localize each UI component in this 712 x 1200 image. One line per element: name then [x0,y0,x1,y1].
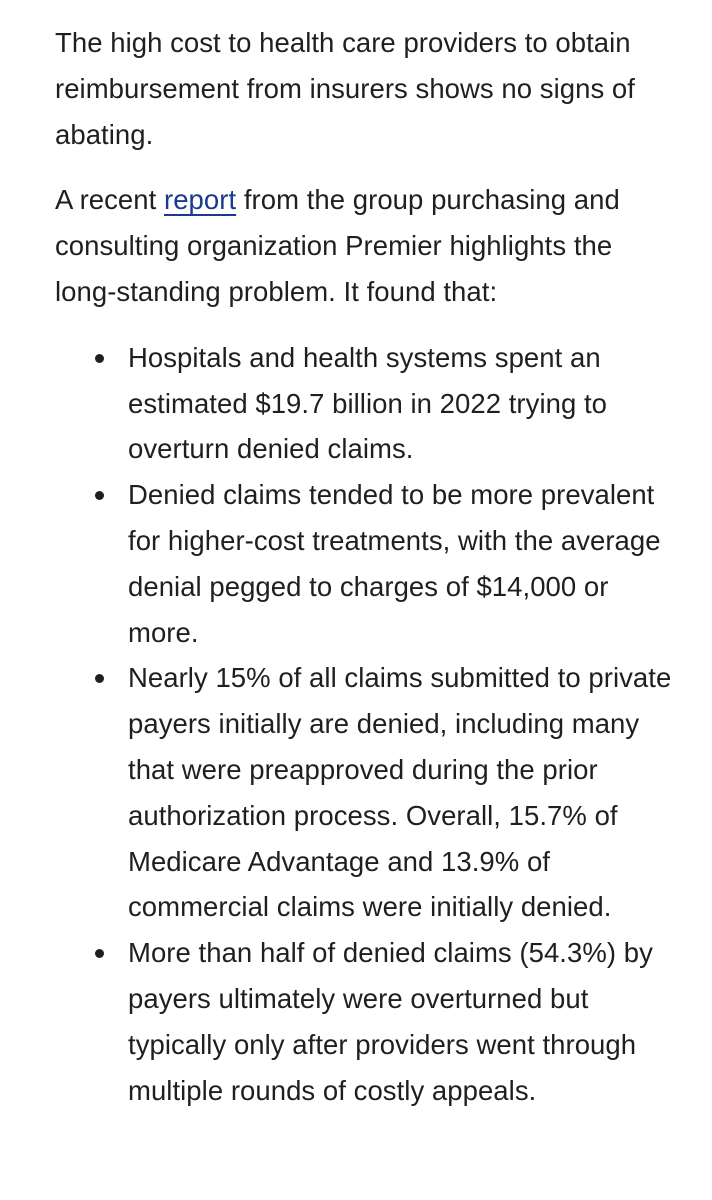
list-item-text: Nearly 15% of all claims submitted to private payers initially are denied, including many that were preapproved during the prior authorization process. Overall, 15.7% of Medicare Advantage and 13.9% of commercial claims were initially denied. [128,662,672,923]
list-item-text: Denied claims tended to be more prevalent for higher-cost treatments, with the average denial pegged to charges of $14,000 or more. [128,479,661,648]
report-paragraph [55,177,672,314]
list-item [55,472,672,655]
bullet-icon [95,674,104,683]
report-link[interactable]: report [164,184,237,216]
list-item-text: More than half of denied claims (54.3%) by payers ultimately were overturned but typically only after providers went through multiple rounds of costly appeals. [128,937,653,1106]
report-paragraph-tail: from the group purchasing and consulting organization Premier highlights the long-standing problem. It found that: [55,184,620,307]
list-item-text: Hospitals and health systems spent an estimated $19.7 billion in 2022 trying to overturn denied claims. [128,341,608,465]
list-item [55,335,672,472]
report-paragraph-lead: A recent [55,184,164,216]
list-item [55,655,672,930]
bullet-icon [95,949,104,958]
intro-paragraph: The high cost to health care providers to obtain reimbursement from insurers shows no signs of abating. [55,27,635,150]
findings-list [55,335,672,1114]
list-item [55,930,672,1113]
bullet-icon [95,491,104,500]
bullet-icon [95,354,104,363]
